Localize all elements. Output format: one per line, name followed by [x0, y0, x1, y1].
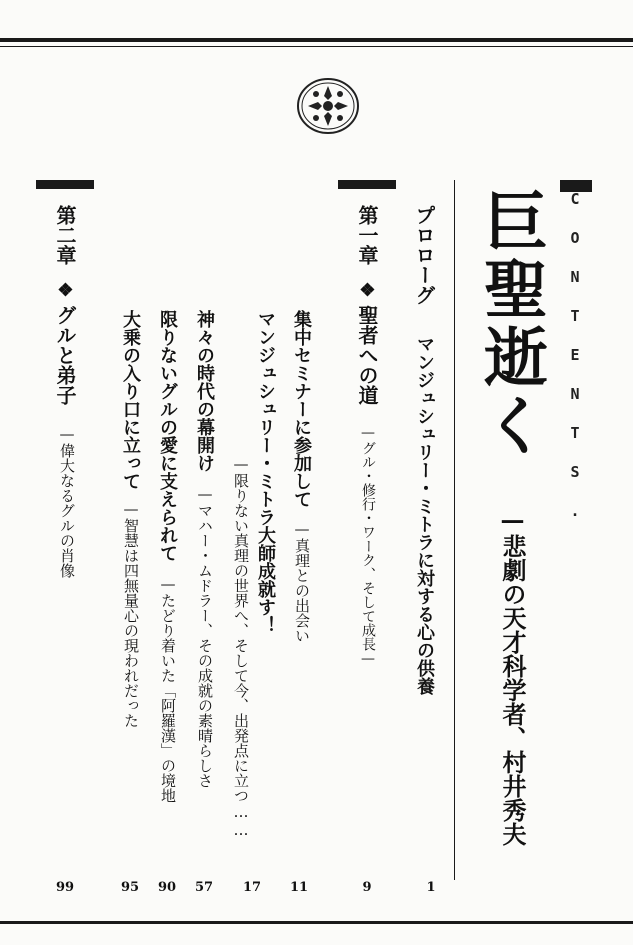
- section-3-page: 57: [194, 880, 214, 895]
- chapter1-subtitle: —グル・修行・ワーク、そして成長—: [360, 425, 376, 667]
- section-4-page: 90: [157, 880, 177, 895]
- section-3-sub: —マハー・ムドラー、その成就の素晴らしさ: [196, 485, 214, 788]
- chapter1-page: 9: [362, 880, 372, 895]
- chapter2-label: 第二章: [53, 205, 77, 265]
- section-4-sub: —たどり着いた「阿羅漢」の境地: [159, 575, 177, 803]
- top-rule: [0, 38, 633, 42]
- page-number: 1: [426, 880, 436, 895]
- chapter1-label: 第一章: [355, 205, 379, 265]
- chapter1-marker-icon: ❖: [357, 280, 378, 301]
- bottom-rule: [0, 921, 633, 924]
- section-4-title: 限りないグルの愛に支えられて: [157, 310, 178, 562]
- book-title: 巨聖逝く: [473, 188, 548, 460]
- section-5-title: 大乗の入り口に立って: [120, 310, 141, 490]
- chapter1-title: 聖者への道: [355, 305, 379, 405]
- emblem-icon: [296, 76, 360, 136]
- top-rule-thin: [0, 46, 633, 47]
- section-5-page: 95: [120, 880, 140, 895]
- section-2-title: マンジュシュリー・ミトラ大師成就す！: [255, 310, 276, 634]
- section-1-sub: —真理との出会い: [293, 520, 311, 643]
- prologue-label: プロローグ: [412, 205, 436, 305]
- section-5-sub: —智慧は四無量心の現われだった: [122, 500, 140, 728]
- section-1-title: 集中セミナーに参加して: [291, 310, 312, 508]
- chapter2-subtitle: —偉大なるグルの肖像: [58, 425, 76, 578]
- contents-label: CONTENTS.: [566, 190, 584, 541]
- prologue-title: マンジュシュリー・ミトラに対する心の供養: [414, 335, 435, 695]
- section-1-page: 11: [289, 880, 309, 895]
- divider-line: [454, 180, 455, 880]
- chapter2-marker-icon: ❖: [55, 280, 76, 301]
- chapter2-page: 99: [55, 880, 75, 895]
- book-subtitle: —悲劇の天才科学者、村井秀夫: [498, 505, 527, 846]
- chapter2-bar: [36, 180, 94, 189]
- chapter1-bar: [338, 180, 396, 189]
- section-3-title: 神々の時代の幕開け: [194, 310, 215, 472]
- chapter2-title: グルと弟子: [53, 305, 77, 405]
- section-2-page: 17: [242, 880, 262, 895]
- section-2-sub: —限りない真理の世界へ、そして今、出発点に立つ……: [232, 455, 250, 839]
